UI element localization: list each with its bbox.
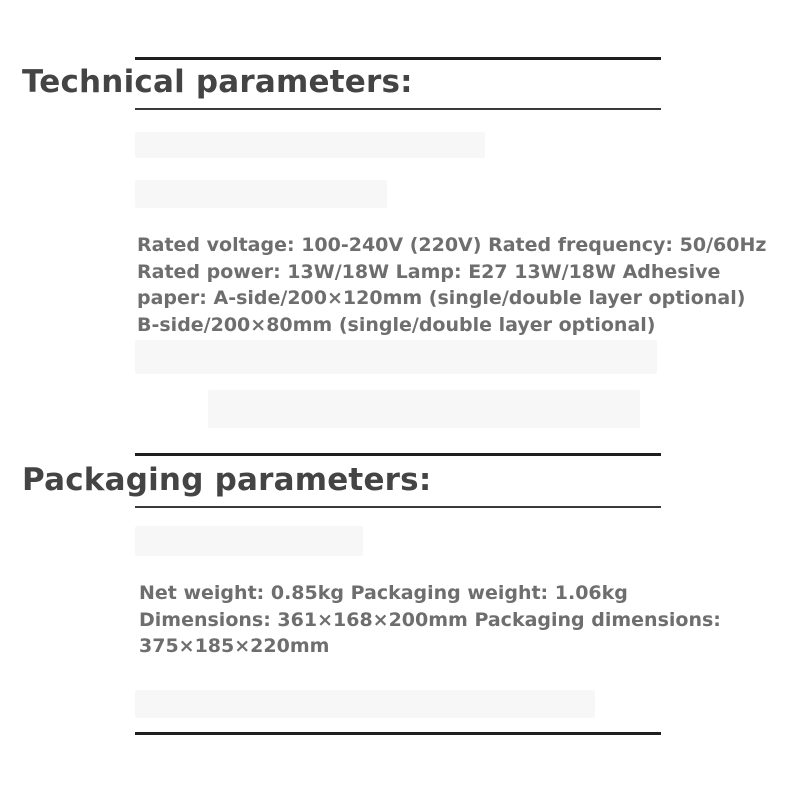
technical-line: Rated power: 13W/18W Lamp: E27 13W/18W Adhesive: [137, 260, 721, 283]
packaging-line: Dimensions: 361×168×200mm Packaging dimensions:: [139, 608, 721, 631]
faint-placeholder-block: [208, 390, 640, 428]
bottom-divider: [135, 732, 661, 735]
technical-heading-underline: [135, 108, 661, 110]
packaging-parameters-text: [139, 580, 721, 660]
packaging-line: 375×185×220mm: [139, 635, 330, 657]
packaging-heading-underline: [135, 506, 661, 508]
technical-line: paper: A-side/200×120mm (single/double layer optional): [137, 287, 746, 309]
technical-parameters-heading: Technical parameters:: [22, 64, 413, 100]
technical-parameters-text: [137, 232, 766, 338]
technical-line: B-side/200×80mm (single/double layer optional): [137, 313, 656, 336]
faint-placeholder-block: [135, 690, 595, 718]
packaging-line: Net weight: 0.85kg Packaging weight: 1.06kg: [139, 582, 628, 604]
packaging-top-divider: [135, 453, 661, 456]
faint-placeholder-block: [135, 132, 485, 158]
faint-placeholder-block: [135, 526, 363, 556]
packaging-parameters-heading: Packaging parameters:: [22, 462, 432, 498]
faint-placeholder-block: [135, 180, 387, 208]
top-divider: [135, 57, 661, 60]
faint-placeholder-block: [135, 340, 657, 374]
technical-line: Rated voltage: 100-240V (220V) Rated frequency: 50/60Hz: [137, 234, 767, 256]
